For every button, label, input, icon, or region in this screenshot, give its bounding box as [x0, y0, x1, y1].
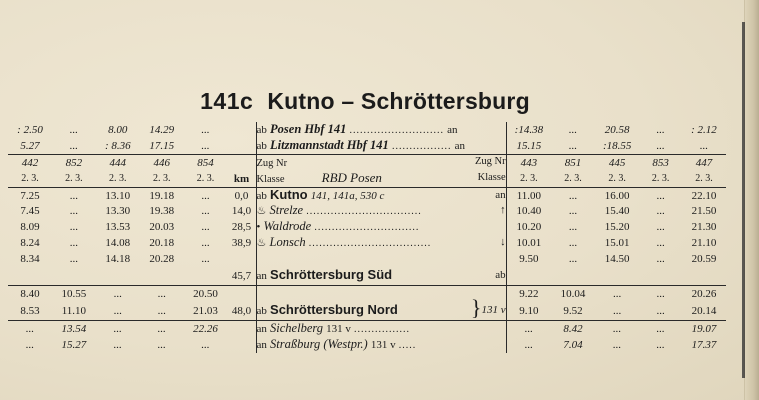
cb2-ref: 131 v [370, 339, 396, 351]
r2-left-3: 20.03 [149, 221, 175, 233]
conn1-left-4: ... [201, 124, 210, 136]
r3-station-cell [256, 235, 506, 251]
conn2-left-3: 17.15 [149, 140, 175, 152]
hdr-class-right-1: 2. 3. [551, 171, 595, 188]
page-title [0, 88, 730, 115]
table-row [8, 203, 726, 219]
r1-left-4: ... [201, 205, 210, 217]
hdr-km-spacer [227, 155, 256, 172]
r3-right-2: 15.01 [604, 237, 630, 249]
r3-left-2: 14.08 [105, 237, 131, 249]
page-edge-strip [744, 0, 759, 400]
r3-right-3: ... [656, 237, 665, 249]
hdr-train-right-4: 447 [682, 155, 726, 172]
r5-prefix: an [256, 270, 267, 282]
r5-left-1 [52, 266, 96, 286]
table-row [8, 219, 726, 235]
conn2-dots: ................. [391, 141, 452, 152]
conn1-right-4: : 2.12 [691, 124, 717, 136]
r7-left-2: ... [96, 301, 140, 321]
hdr-km-label: km [227, 171, 256, 188]
cb2-right-3: ... [656, 339, 665, 351]
header-train-numbers [8, 155, 726, 172]
r0-left-0: 7.25 [20, 189, 40, 202]
r1-left-1: ... [69, 205, 79, 217]
r4-left-2: 14.18 [105, 252, 131, 265]
table-row [8, 235, 726, 251]
cb1-right-4: 19.07 [691, 323, 717, 335]
cb1-description [256, 321, 506, 338]
conn1-right-1: ... [568, 124, 578, 136]
r5-right-3 [639, 266, 682, 286]
r7-station-cell [256, 295, 506, 321]
r1-left-3: 19.38 [149, 205, 175, 217]
cb2-right-2: ... [613, 339, 622, 351]
r1-station-name: Strelze [269, 203, 304, 217]
r3-station-name: Lonsch [269, 235, 306, 249]
cb2-left-3: ... [157, 339, 166, 351]
r7-station-name: Schröttersburg Nord [270, 302, 398, 317]
conn1-left-2: 8.00 [108, 124, 128, 136]
cb2-left-4: ... [201, 339, 210, 351]
r4-right-2: 14.50 [604, 252, 630, 265]
r5-km: 45,7 [231, 269, 252, 282]
arrow-up-icon: ↑ [500, 204, 506, 216]
page-edge-rule [742, 22, 745, 378]
table-row [8, 251, 726, 266]
r1-left-0: 7.45 [20, 205, 40, 217]
bullet-icon: • [256, 221, 261, 233]
hdr-zugnr-left: Zug Nr [256, 158, 288, 169]
hdr-class-left-2: 2. 3. [96, 171, 140, 188]
table-row [8, 286, 726, 302]
r7-left-3: ... [140, 301, 184, 321]
r4-right-4: 20.59 [691, 252, 717, 265]
r5-left-4 [184, 266, 228, 286]
hdr-klasse-row [256, 171, 506, 188]
r0-right-4: 22.10 [691, 189, 717, 202]
r2-station-name: Waldrode [263, 219, 312, 233]
r3-right-4: 21.10 [691, 237, 717, 249]
hdr-train-left-1: 852 [52, 155, 96, 172]
r6-left-3: ... [140, 286, 184, 302]
conn2-km-spacer [227, 138, 256, 155]
r3-left-3: 20.18 [149, 237, 175, 249]
conn2-ab-label: ab [256, 140, 267, 152]
cb1-right-2: ... [613, 323, 622, 335]
table-row [8, 301, 726, 321]
conn2-left-1: ... [69, 140, 79, 152]
r0-right-2: 16.00 [604, 189, 630, 202]
r2-right-0: 10.20 [516, 221, 542, 233]
table-row [8, 188, 726, 204]
cb2-dots: ..... [398, 340, 417, 351]
r1-station-cell [256, 203, 506, 219]
r2-right-1: ... [568, 221, 578, 233]
cb1-dots: ................ [354, 324, 411, 335]
r0-left-1: ... [69, 189, 79, 202]
r6-left-2: ... [96, 286, 140, 302]
conn2-station: Litzmannstadt Hbf 141 [270, 138, 389, 152]
r0-right-1: ... [568, 189, 578, 202]
r0-right-0: 11.00 [516, 189, 542, 202]
r6-left-4: 20.50 [184, 286, 228, 302]
r1-right-3: ... [656, 205, 665, 217]
conn1-right-2: 20.58 [604, 124, 630, 136]
r1-right-4: 21.50 [691, 205, 717, 217]
conn2-right-0: 15.15 [516, 140, 542, 152]
r1-right-2: 15.40 [604, 205, 630, 217]
cb1-right-3: ... [656, 323, 665, 335]
conn1-station: Posen Hbf 141 [270, 122, 347, 136]
r1-km: 14,0 [231, 205, 252, 217]
r7-right-4: 20.14 [682, 301, 726, 321]
r1-right-1: ... [568, 205, 578, 217]
r0-right-3: ... [656, 189, 665, 202]
hdr-train-left-0: 442 [8, 155, 52, 172]
r4-right-0: 9.50 [519, 252, 539, 265]
conn1-right-3: ... [656, 124, 665, 136]
r2-dots: .............................. [314, 222, 420, 233]
conn2-an-label: an [454, 140, 465, 152]
conn1-left-0: : 2.50 [17, 124, 43, 136]
r3-dots: ................................... [308, 238, 432, 249]
hdr-train-left-3: 446 [140, 155, 184, 172]
r5-left-0 [8, 266, 52, 286]
conn1-left-3: 14.29 [149, 124, 175, 136]
r3-left-0: 8.24 [20, 237, 40, 249]
cb1-left-2: ... [113, 323, 122, 335]
r1-left-2: 13.30 [105, 205, 131, 217]
r3-left-4: ... [201, 237, 210, 249]
hdr-train-left-2: 444 [96, 155, 140, 172]
conn1-an-label: an [447, 124, 458, 136]
r0-prefix: ab [256, 190, 267, 202]
r2-left-2: 13.53 [105, 221, 131, 233]
r6-right-1: 10.04 [551, 286, 595, 302]
cb1-km-spacer [227, 321, 256, 338]
r4-left-4: ... [201, 252, 210, 265]
arrow-down-icon: ↓ [500, 236, 506, 248]
r1-right-0: 10.40 [516, 205, 542, 217]
hdr-class-right-3: 2. 3. [639, 171, 682, 188]
cb1-right-0: ... [524, 323, 533, 335]
r7-right-3: ... [639, 301, 682, 321]
hdr-train-left-4: 854 [184, 155, 228, 172]
r4-right-1: ... [568, 252, 578, 265]
cb1-left-4: 22.26 [193, 323, 218, 335]
conn2-right-4: ... [699, 140, 709, 152]
r6-left-0: 8.40 [8, 286, 52, 302]
r7-km: 48,0 [227, 301, 256, 321]
r6-right-2: ... [595, 286, 639, 302]
r6-right-0: 9.22 [506, 286, 551, 302]
r6-station-cell [256, 286, 506, 302]
r2-right-4: 21.30 [691, 221, 717, 233]
r2-station-cell [256, 219, 506, 235]
tree-icon: ♨ [256, 205, 267, 217]
connection-row-bottom-2 [8, 337, 726, 353]
cb2-station-name: Straßburg (Westpr.) [270, 337, 368, 351]
r5-right-0 [506, 266, 551, 286]
r0-suffix: an [495, 189, 506, 201]
cb2-prefix: an [256, 339, 267, 351]
conn1-left-1: ... [69, 124, 79, 136]
hdr-train-right-2: 445 [595, 155, 639, 172]
connection-row-top-2 [8, 138, 726, 155]
r4-left-1: ... [69, 252, 79, 265]
r3-right-1: ... [568, 237, 578, 249]
cb2-right-4: 17.37 [691, 339, 717, 351]
hdr-class-left-1: 2. 3. [52, 171, 96, 188]
cb2-left-2: ... [113, 339, 122, 351]
hdr-class-left-0: 2. 3. [8, 171, 52, 188]
connection-row-top-1 [8, 122, 726, 138]
r5-left-2 [96, 266, 140, 286]
timetable [8, 122, 726, 353]
cb1-ref: 131 v [326, 323, 351, 335]
connection-row-bottom-1 [8, 321, 726, 338]
r7-prefix: ab [256, 305, 267, 317]
hdr-zugnr-row [256, 155, 506, 172]
r2-km: 28,5 [231, 221, 252, 233]
r6-km [227, 286, 256, 302]
r5-left-3 [140, 266, 184, 286]
timetable-route: Kutno – Schröttersburg [267, 88, 530, 114]
cb2-km-spacer [227, 337, 256, 353]
hdr-train-right-0: 443 [506, 155, 551, 172]
r2-left-0: 8.09 [20, 221, 40, 233]
conn2-left-0: 5.27 [20, 140, 40, 152]
r0-station-refs: 141, 141a, 530 c [310, 190, 385, 202]
cb2-description [256, 337, 506, 353]
r6-left-1: 10.55 [52, 286, 96, 302]
conn2-right-3: ... [656, 140, 665, 152]
conn2-left-4: ... [201, 140, 210, 152]
r0-left-4: ... [201, 189, 210, 202]
r7-left-0: 8.53 [8, 301, 52, 321]
hdr-class-left-4: 2. 3. [184, 171, 228, 188]
r7-left-4: 21.03 [184, 301, 228, 321]
r7-left-1: 11.10 [52, 301, 96, 321]
r0-station-name: Kutno [270, 187, 308, 202]
conn1-km-spacer [227, 122, 256, 138]
r0-left-3: 19.18 [149, 189, 175, 202]
header-classes [8, 171, 726, 188]
r5-right-2 [595, 266, 639, 286]
hdr-class-right-2: 2. 3. [595, 171, 639, 188]
hdr-rbd: RBD Posen [321, 170, 382, 185]
hdr-zugnr-right: Zug Nr [475, 156, 506, 167]
r1-dots: ................................. [306, 206, 422, 217]
r5-station-name: Schröttersburg Süd [270, 267, 393, 282]
r4-km [227, 251, 256, 266]
r7-right-2: ... [595, 301, 639, 321]
r7-right-1: 9.52 [551, 301, 595, 321]
r5-right-1 [551, 266, 595, 286]
timetable-number: 141c [200, 88, 254, 114]
tree-icon: ♨ [256, 237, 267, 249]
r2-left-1: ... [69, 221, 79, 233]
cb1-left-1: 13.54 [61, 323, 87, 335]
cb1-left-3: ... [157, 323, 166, 335]
r4-right-3: ... [656, 252, 665, 265]
r7-brace-ref: 131 v [481, 304, 506, 316]
cb2-left-0: ... [25, 339, 35, 351]
r5-right-4 [682, 266, 726, 286]
table-row [8, 266, 726, 286]
r4-station-cell [256, 251, 506, 266]
r2-right-2: 15.20 [604, 221, 630, 233]
conn1-right-0: :14.38 [514, 124, 544, 136]
conn1-dots: ........................... [349, 125, 445, 136]
cb1-right-1: 8.42 [563, 323, 583, 335]
hdr-train-right-1: 851 [551, 155, 595, 172]
cb2-right-1: 7.04 [563, 339, 583, 351]
conn2-left-2: : 8.36 [104, 140, 131, 152]
hdr-train-right-3: 853 [639, 155, 682, 172]
conn1-description [256, 122, 506, 138]
cb1-left-0: ... [25, 323, 35, 335]
hdr-klasse-left: Klasse [256, 174, 285, 185]
cb2-right-0: ... [524, 339, 533, 351]
conn2-description [256, 138, 506, 155]
conn2-right-1: ... [568, 140, 578, 152]
r6-right-3: ... [639, 286, 682, 302]
cb2-left-1: 15.27 [61, 339, 87, 351]
r0-station-cell [256, 188, 506, 204]
r3-km: 38,9 [231, 237, 252, 249]
brace-icon: } [470, 295, 482, 320]
r7-right-0: 9.10 [506, 301, 551, 321]
hdr-klasse-right: Klasse [477, 172, 506, 183]
r3-right-0: 10.01 [516, 237, 542, 249]
r6-right-4: 20.26 [682, 286, 726, 302]
cb1-station-name: Sichelberg [270, 321, 324, 335]
conn1-ab-label: ab [256, 124, 267, 136]
conn2-right-2: :18.55 [602, 140, 632, 152]
cb1-prefix: an [256, 323, 267, 335]
r5-suffix: ab [495, 269, 506, 281]
hdr-class-right-4: 2. 3. [682, 171, 726, 188]
r4-left-0: 8.34 [20, 252, 40, 265]
r0-km: 0,0 [234, 189, 249, 202]
r2-right-3: ... [656, 221, 665, 233]
r4-left-3: 20.28 [149, 252, 175, 265]
r5-station-cell [256, 266, 506, 286]
hdr-class-right-0: 2. 3. [506, 171, 551, 188]
r3-left-1: ... [69, 237, 79, 249]
r0-left-2: 13.10 [105, 189, 131, 202]
hdr-class-left-3: 2. 3. [140, 171, 184, 188]
r2-left-4: ... [201, 221, 210, 233]
